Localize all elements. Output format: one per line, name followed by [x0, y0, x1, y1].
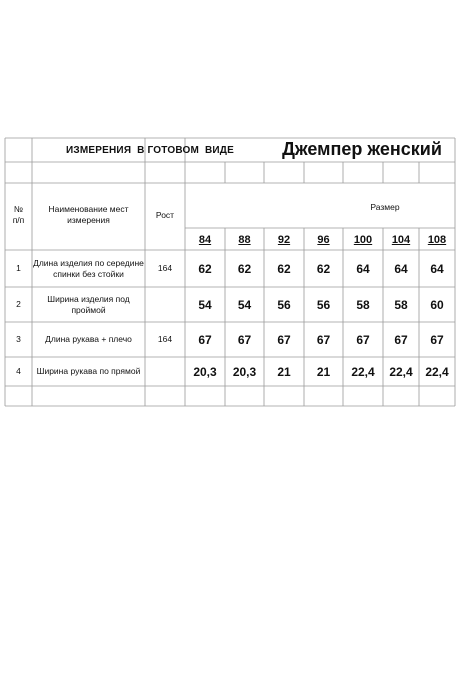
row-value: 64	[394, 261, 408, 276]
row-value: 54	[237, 297, 252, 312]
row-value: 22,4	[389, 364, 413, 379]
row-name: Ширина рукава по прямой	[36, 366, 141, 376]
row-height: 164	[157, 263, 173, 273]
row-value: 20,3	[193, 364, 217, 379]
size-header: 104	[391, 234, 411, 246]
row-height	[145, 357, 185, 386]
row-value: 21	[316, 364, 331, 379]
row-value: 64	[356, 261, 370, 276]
row-value: 67	[277, 332, 291, 347]
row-value: 56	[316, 297, 331, 312]
row-value: 20,3	[232, 364, 257, 379]
row-value: 67	[356, 332, 370, 347]
row-value: 67	[198, 332, 212, 347]
row-height: 164	[157, 334, 173, 344]
size-header: 88	[238, 234, 251, 246]
row-value: 67	[430, 332, 444, 347]
row-value: 21	[277, 364, 291, 379]
row-value: 62	[316, 261, 331, 276]
row-value: 67	[316, 332, 331, 347]
row-value: 67	[394, 332, 408, 347]
column-header-size-group: Размер	[370, 201, 400, 212]
row-num: 1	[16, 263, 21, 273]
size-header: 96	[317, 234, 330, 246]
row-value: 54	[198, 297, 212, 312]
column-header-height: Рост	[155, 209, 175, 220]
row-value: 58	[356, 297, 370, 312]
row-value: 62	[237, 261, 252, 276]
row-height	[145, 287, 185, 322]
header-right-title: Джемпер женский	[282, 138, 442, 159]
row-value: 62	[277, 261, 291, 276]
row-num: 3	[16, 334, 21, 344]
row-name: Длина рукава + плечо	[45, 334, 132, 344]
row-name: Длина изделия по середине спинки без стойки	[33, 257, 144, 279]
size-header: 100	[353, 234, 373, 246]
column-header-name: Наименование мест измерения	[48, 204, 129, 225]
row-value: 62	[198, 261, 212, 276]
size-header: 108	[427, 234, 447, 246]
row-name: Ширина изделия под проймой	[47, 293, 130, 315]
row-num: 2	[16, 299, 21, 309]
column-header-num: № п/п	[12, 204, 25, 225]
row-value: 64	[430, 261, 444, 276]
size-header: 84	[198, 234, 212, 246]
row-value: 67	[237, 332, 252, 347]
header-left-title: ИЗМЕРЕНИЯ В ГОТОВОМ ВИДЕ	[66, 144, 234, 156]
row-value: 22,4	[351, 364, 375, 379]
row-value: 22,4	[425, 364, 449, 379]
row-value: 58	[394, 297, 408, 312]
row-value: 56	[277, 297, 291, 312]
row-num: 4	[16, 366, 21, 376]
row-value: 60	[430, 297, 444, 312]
size-header: 92	[277, 234, 291, 246]
